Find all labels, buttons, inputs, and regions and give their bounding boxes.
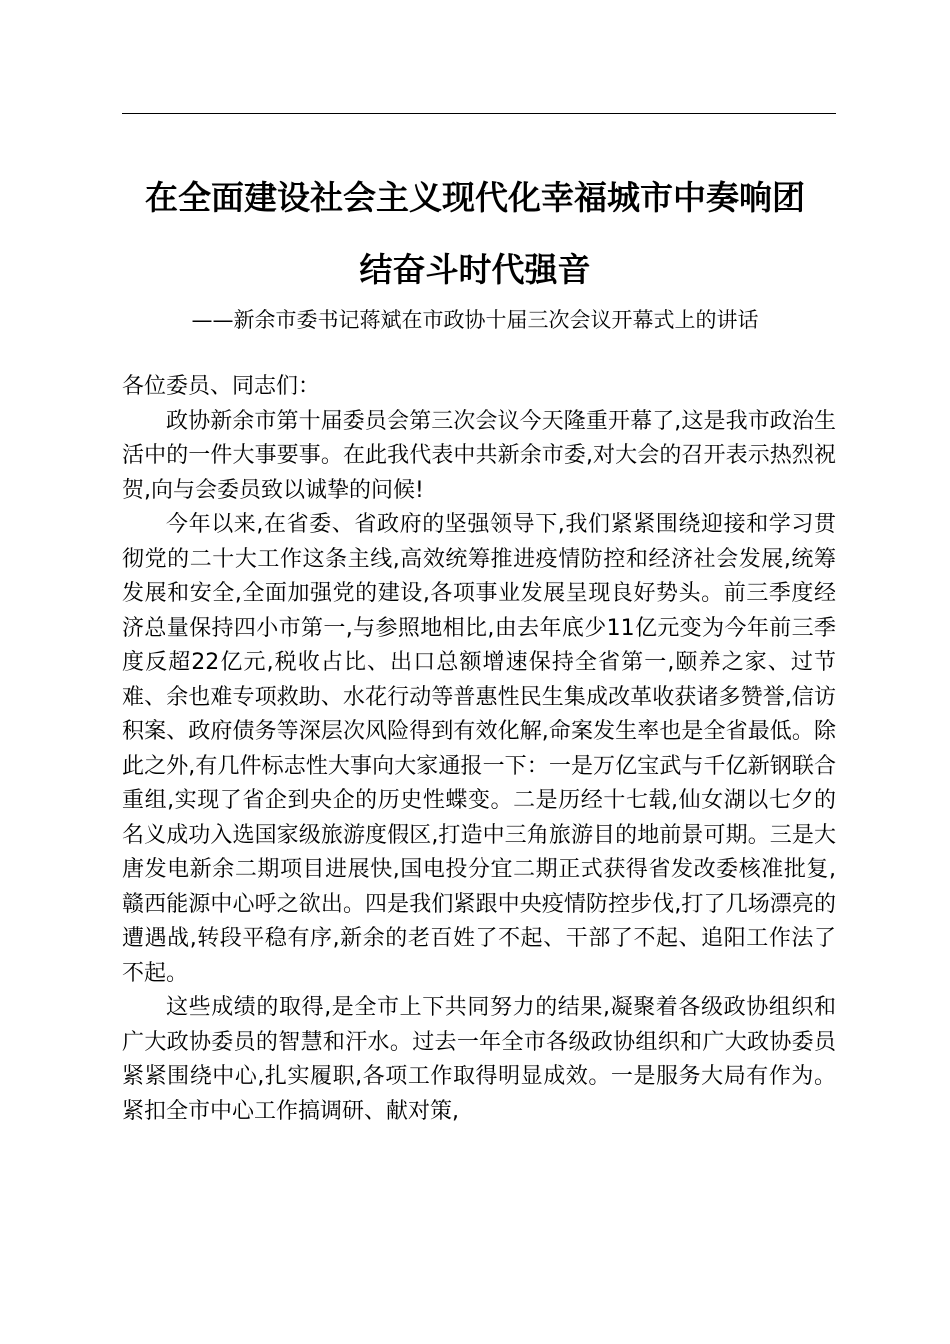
- document-title-line-2: 结奋斗时代强音: [359, 250, 591, 289]
- document-body: [122, 370, 836, 1129]
- salutation: 各位委员、同志们：: [122, 374, 321, 399]
- paragraph-1: 政协新余市第十届委员会第三次会议今天隆重开幕了,这是我市政治生活中的一件大事要事。在此我代表中共新余市委,对大会的召开表示热烈祝贺,向与会委员致以诚挚的问候!: [122, 408, 836, 503]
- paragraph-2: 今年以来,在省委、省政府的坚强领导下,我们紧紧围绕迎接和学习贯彻党的二十大工作这条主线,高效统筹推进疫情防控和经济社会发展,统筹发展和安全,全面加强党的建设,各项事业发展呈现良好势头。前三季度经济总量保持四小市第一,与参照地相比,由去年底少11亿元变为今年前三季度反超22亿元,税收占比、出口总额增速保持全省第一,颐养之家、过节难、余也难专项救助、水花行动等普惠性民生集成改革收获诸多赞誉,信访积案、政府债务等深层次风险得到有效化解,命案发生率也是全省最低。除此之外,有几件标志性大事向大家通报一下：一是万亿宝武与千亿新钢联合重组,实现了省企到央企的历史性蝶变。二是历经十七载,仙女湖以七夕的名义成功入选国家级旅游度假区,打造中三角旅游目的地前景可期。三是大唐发电新余二期项目进展快,国电投分宜二期正式获得省发改委核准批复,赣西能源中心呼之欲出。四是我们紧跟中央疫情防控步伐,打了几场漂亮的遭遇战,转段平稳有序,新余的老百姓了不起、干部了不起、追阳工作法了不起。: [122, 512, 836, 986]
- header-rule: [122, 113, 836, 114]
- document-title-line-1: 在全面建设社会主义现代化幸福城市中奏响团: [145, 178, 805, 217]
- document-subtitle: ——新余市委书记蒋斌在市政协十届三次会议开幕式上的讲话: [191, 308, 759, 332]
- paragraph-3: 这些成绩的取得,是全市上下共同努力的结果,凝聚着各级政协组织和广大政协委员的智慧和汗水。过去一年全市各级政协组织和广大政协委员紧紧围绕中心,扎实履职,各项工作取得明显成效。一是服务大局有作为。紧扣全市中心工作搞调研、献对策,: [122, 995, 836, 1124]
